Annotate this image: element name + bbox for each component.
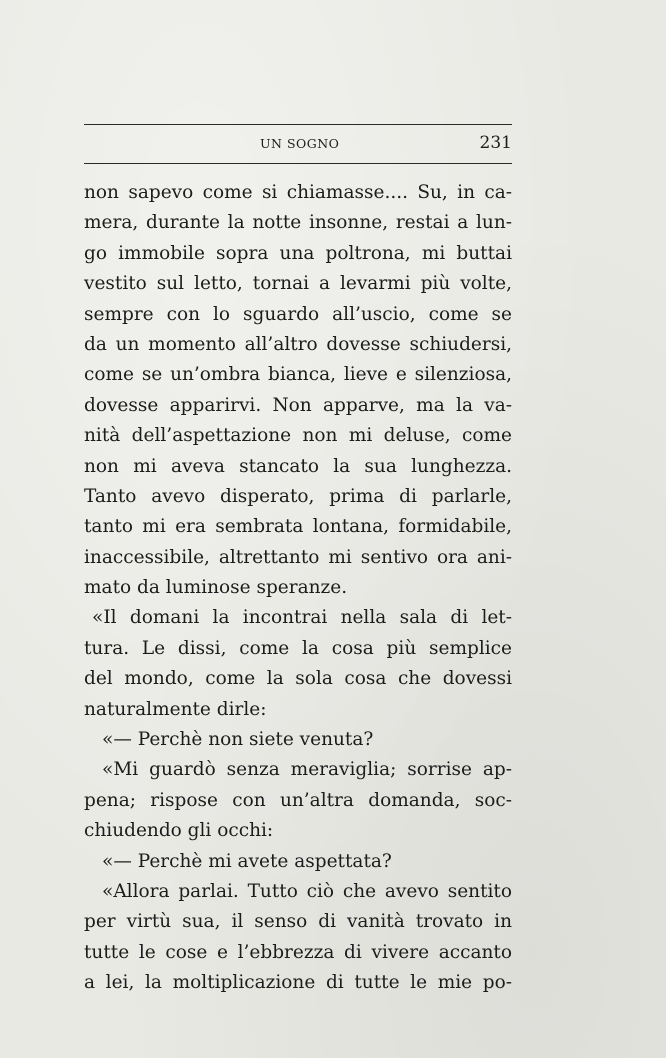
text-line: «— Perchè non siete venuta? <box>102 729 374 751</box>
text-line: mato da luminose speranze. <box>84 577 348 599</box>
page-number: 231 <box>479 133 512 153</box>
text-line: nità dell’aspettazione non mi deluse, come <box>84 425 512 447</box>
text-line: Tanto avevo disperato, prima di parlarle, <box>84 485 512 507</box>
text-line: «Il domani la incontrai nella sala di let- <box>92 607 512 629</box>
text-line: per virtù sua, il senso di vanità trovato in <box>84 911 512 933</box>
text-line: non sapevo come si chiamasse.... Su, in ca- <box>84 182 512 203</box>
text-line: a lei, la moltiplicazione di tutte le mie po- <box>84 972 512 994</box>
text-line: inaccessibile, altrettanto mi sentivo ora ani- <box>84 546 512 568</box>
header-rule-top <box>84 124 512 125</box>
text-line: tura. Le dissi, come la cosa più semplice <box>84 637 512 659</box>
text-line: mera, durante la notte insonne, restai a lun- <box>84 212 512 234</box>
text-line: «— Perchè mi avete aspettata? <box>102 850 392 872</box>
text-line: naturalmente dirle: <box>84 698 267 720</box>
text-line: del mondo, come la sola cosa che dovessi <box>84 668 512 690</box>
running-title: UN SOGNO <box>260 136 340 151</box>
text-line: vestito sul letto, tornai a levarmi più volte, <box>84 273 512 295</box>
text-line: «Mi guardò senza meraviglia; sorrise ap- <box>102 759 512 781</box>
text-line: da un momento all’altro dovesse schiudersi, <box>84 333 512 355</box>
text-line: tanto mi era sembrata lontana, formidabile, <box>84 516 512 538</box>
text-line: come se un’ombra bianca, lieve e silenziosa, <box>84 364 512 386</box>
text-line: sempre con lo sguardo all’uscio, come se <box>84 303 512 325</box>
text-line: «Allora parlai. Tutto ciò che avevo sentito <box>102 880 512 902</box>
text-line: pena; rispose con un’altra domanda, soc- <box>84 789 512 811</box>
body-text <box>84 178 512 999</box>
text-line: dovesse apparirvi. Non apparve, ma la va- <box>84 394 512 416</box>
text-line: chiudendo gli occhi: <box>84 820 274 842</box>
text-line: non mi aveva stancato la sua lunghezza. <box>84 455 512 477</box>
text-line: tutte le cose e l’ebbrezza di vivere accanto <box>84 941 512 963</box>
header-rule-bottom <box>84 163 512 164</box>
text-line: go immobile sopra una poltrona, mi buttai <box>84 242 512 264</box>
